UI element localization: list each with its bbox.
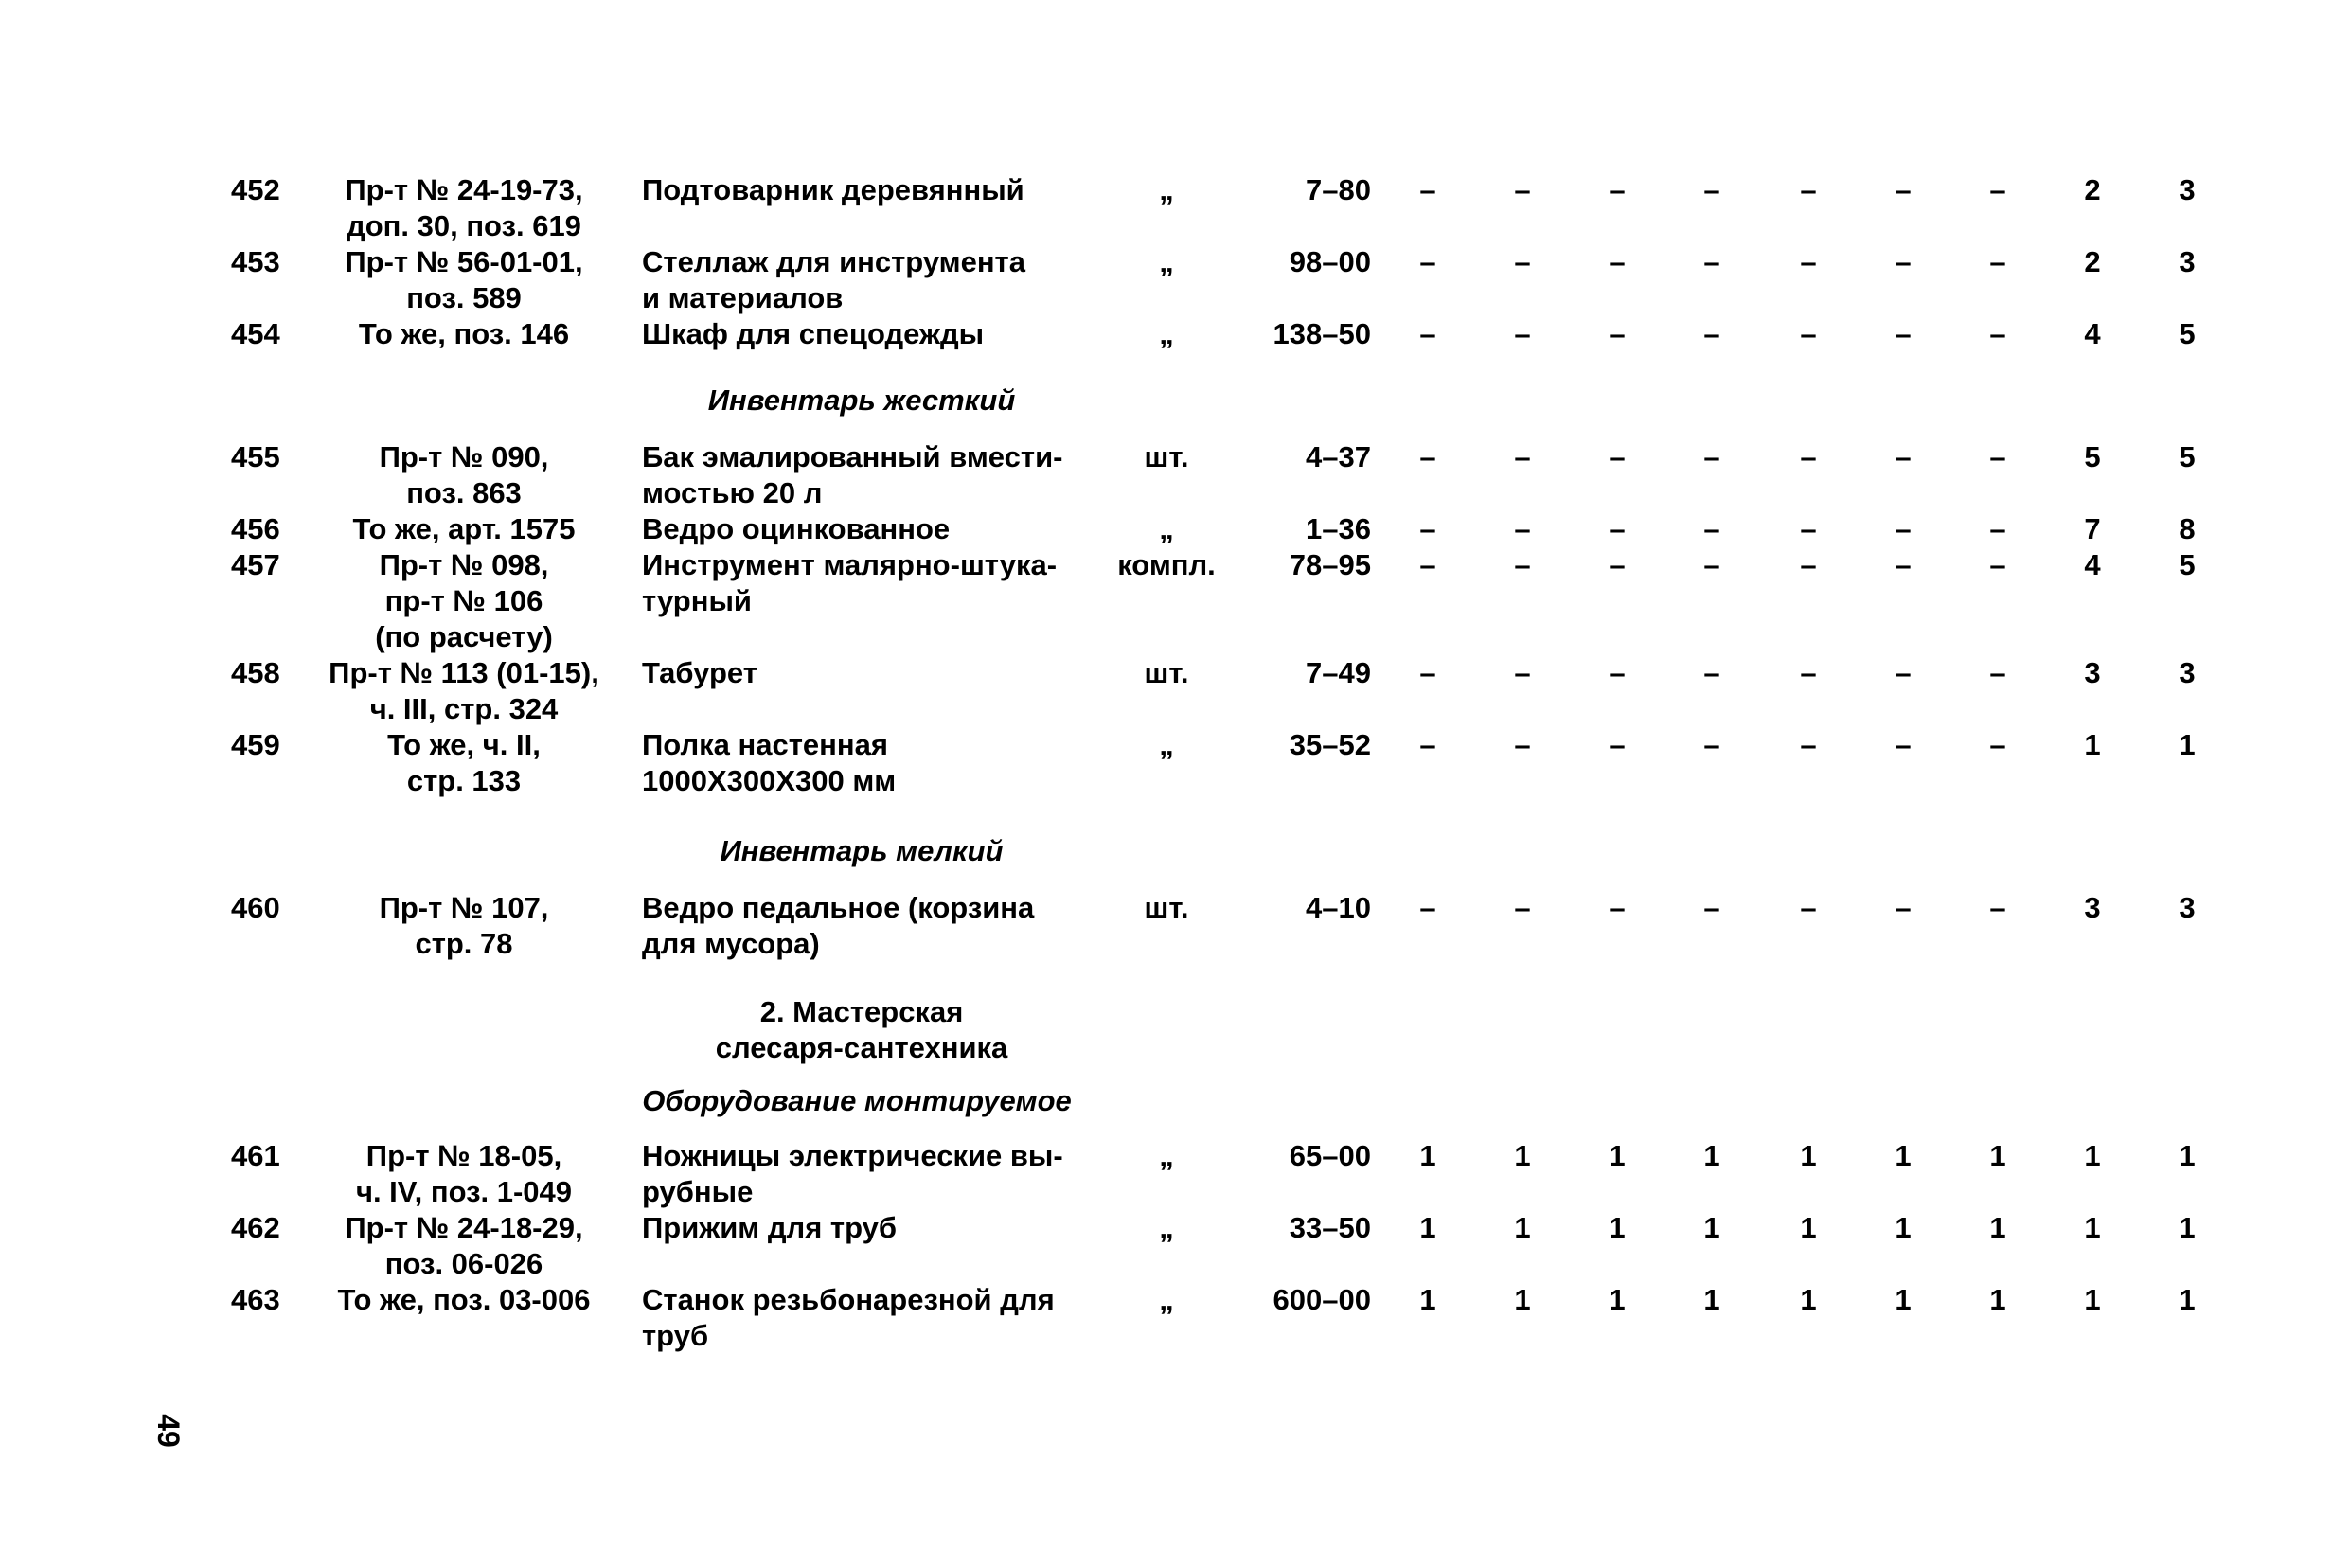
row-quantity-4: – [1703,548,1720,581]
row-quantity-1: – [1419,891,1436,924]
row-reference-line: поз. 589 [406,281,522,314]
row-price: 4–10 [1306,891,1371,924]
row-quantity-5: – [1800,173,1817,206]
row-quantity-1: 1 [1419,1211,1436,1244]
row-name-line: и материалов [642,281,844,314]
row-quantity-8: 3 [2084,656,2101,689]
row-quantity-4: – [1703,728,1720,761]
row-price: 78–95 [1289,548,1371,581]
row-quantity-8: 7 [2084,512,2101,545]
row-unit: „ [1159,245,1174,278]
row-quantity-6: 1 [1895,1139,1912,1172]
row-unit: „ [1159,1283,1174,1316]
row-unit: „ [1159,317,1174,350]
row-number: 459 [231,728,280,761]
row-price: 1–36 [1306,512,1371,545]
row-reference-line: Пр-т № 113 (01-15), [329,656,599,689]
row-name-line: 1000X300X300 мм [642,764,897,797]
row-number: 455 [231,440,280,473]
row-name-line: труб [642,1319,709,1352]
heading-inventory-small: Инвентарь мелкий [720,834,1004,867]
row-reference-line: То же, поз. 146 [358,317,570,350]
row-unit: „ [1159,1211,1174,1244]
row-reference-line: пр-т № 106 [384,584,543,617]
row-quantity-1: 1 [1419,1139,1436,1172]
row-reference-line: Пр-т № 24-18-29, [345,1211,583,1244]
row-reference-line: Пр-т № 090, [379,440,549,473]
row-price: 4–37 [1306,440,1371,473]
row-quantity-3: – [1609,891,1626,924]
row-quantity-9: 3 [2179,891,2196,924]
row-number: 457 [231,548,280,581]
row-quantity-6: – [1895,173,1912,206]
row-unit: „ [1159,728,1174,761]
row-quantity-8: 4 [2084,317,2101,350]
row-quantity-4: – [1703,656,1720,689]
row-name-line: турный [642,584,752,617]
row-quantity-3: – [1609,656,1626,689]
row-reference-line: То же, поз. 03-006 [337,1283,591,1316]
row-quantity-6: – [1895,512,1912,545]
row-quantity-9: 1 [2179,1139,2196,1172]
row-quantity-4: – [1703,245,1720,278]
row-quantity-4: – [1703,440,1720,473]
row-reference-line: Пр-т № 56-01-01, [345,245,583,278]
row-quantity-1: – [1419,317,1436,350]
row-unit: „ [1159,173,1174,206]
row-quantity-7: – [1989,245,2006,278]
row-reference-line: То же, ч. II, [387,728,541,761]
row-quantity-2: 1 [1514,1139,1531,1172]
row-number: 452 [231,173,280,206]
row-name-line: Стеллаж для инструмента [642,245,1025,278]
row-quantity-3: – [1609,548,1626,581]
row-number: 462 [231,1211,280,1244]
row-quantity-2: – [1514,173,1531,206]
row-reference-line: Пр-т № 098, [379,548,549,581]
row-quantity-8: 2 [2084,245,2101,278]
row-quantity-7: – [1989,728,2006,761]
row-quantity-9: 1 [2179,728,2196,761]
row-quantity-9: 1 [2179,1211,2196,1244]
row-name-line: для мусора) [642,927,820,960]
section-title-line-1: 2. Мастерская [759,995,964,1028]
row-quantity-5: 1 [1800,1211,1817,1244]
row-quantity-9: 5 [2179,440,2196,473]
row-quantity-2: – [1514,728,1531,761]
row-quantity-9: 5 [2179,317,2196,350]
row-quantity-1: – [1419,548,1436,581]
row-name-line: Прижим для труб [642,1211,898,1244]
row-quantity-7: – [1989,891,2006,924]
row-quantity-7: – [1989,512,2006,545]
row-quantity-1: – [1419,512,1436,545]
row-price: 138–50 [1273,317,1371,350]
row-reference-line: ч. IV, поз. 1-049 [355,1175,573,1208]
row-quantity-6: – [1895,548,1912,581]
row-reference-line: То же, арт. 1575 [352,512,576,545]
row-price: 65–00 [1289,1139,1371,1172]
row-quantity-6: – [1895,891,1912,924]
row-quantity-4: 1 [1703,1139,1720,1172]
row-price: 7–49 [1306,656,1371,689]
row-unit: шт. [1144,891,1189,924]
row-quantity-4: – [1703,891,1720,924]
row-quantity-7: – [1989,317,2006,350]
row-number: 460 [231,891,280,924]
row-quantity-8: 3 [2084,891,2101,924]
row-price: 7–80 [1306,173,1371,206]
row-quantity-7: – [1989,656,2006,689]
row-quantity-2: – [1514,440,1531,473]
row-unit: „ [1159,1139,1174,1172]
row-quantity-1: 1 [1419,1283,1436,1316]
row-quantity-9: 3 [2179,173,2196,206]
row-name-line: Станок резьбонарезной для [642,1283,1055,1316]
row-reference-line: доп. 30, поз. 619 [347,209,581,242]
row-reference-line: ч. III, стр. 324 [369,692,559,725]
heading-equipment-mounted: Оборудование монтируемое [642,1084,1072,1117]
row-quantity-7: – [1989,548,2006,581]
row-quantity-1: – [1419,656,1436,689]
section-title-line-2: слесаря-сантехника [715,1031,1008,1064]
row-quantity-6: 1 [1895,1283,1912,1316]
row-quantity-3: – [1609,728,1626,761]
row-quantity-5: – [1800,548,1817,581]
row-name-line: Ведро педальное (корзина [642,891,1035,924]
row-unit: компл. [1117,548,1216,581]
row-quantity-2: 1 [1514,1211,1531,1244]
row-name-line: Полка настенная [642,728,888,761]
row-unit: шт. [1144,656,1189,689]
row-price: 98–00 [1289,245,1371,278]
row-quantity-5: – [1800,440,1817,473]
page-number: 49 [151,1414,186,1448]
row-name-line: Табурет [642,656,757,689]
row-quantity-7: 1 [1989,1283,2006,1316]
row-reference-line: Пр-т № 107, [379,891,549,924]
row-price: 33–50 [1289,1211,1371,1244]
row-quantity-9: 3 [2179,656,2196,689]
row-reference-line: стр. 133 [406,764,522,797]
row-quantity-5: – [1800,656,1817,689]
row-reference-line: Пр-т № 18-05, [365,1139,562,1172]
row-quantity-8: 2 [2084,173,2101,206]
row-quantity-6: – [1895,728,1912,761]
row-quantity-2: – [1514,891,1531,924]
row-quantity-1: – [1419,728,1436,761]
row-quantity-2: 1 [1514,1283,1531,1316]
row-quantity-1: – [1419,173,1436,206]
row-quantity-2: – [1514,512,1531,545]
row-quantity-5: – [1800,512,1817,545]
row-number: 454 [231,317,280,350]
row-reference-line: (по расчету) [375,620,553,653]
row-quantity-6: – [1895,656,1912,689]
row-quantity-1: – [1419,440,1436,473]
row-name-line: Шкаф для спецодежды [642,317,985,350]
row-quantity-2: – [1514,656,1531,689]
row-quantity-6: – [1895,245,1912,278]
row-quantity-8: 1 [2084,1211,2101,1244]
row-quantity-1: – [1419,245,1436,278]
row-reference-line: поз. 863 [406,476,522,509]
row-number: 456 [231,512,280,545]
heading-inventory-rigid: Инвентарь жесткий [707,383,1016,417]
row-quantity-7: 1 [1989,1139,2006,1172]
row-reference-line: стр. 78 [415,927,513,960]
row-quantity-7: – [1989,440,2006,473]
row-price: 600–00 [1273,1283,1371,1316]
row-name-line: Подтоварник деревянный [642,173,1024,206]
row-quantity-3: – [1609,440,1626,473]
row-reference-line: Пр-т № 24-19-73, [345,173,583,206]
row-quantity-3: – [1609,317,1626,350]
row-quantity-3: – [1609,245,1626,278]
row-reference-line: поз. 06-026 [384,1247,543,1280]
row-quantity-7: 1 [1989,1211,2006,1244]
row-name-line: Бак эмалированный вмести- [642,440,1063,473]
row-name-line: Ножницы электрические вы- [642,1139,1063,1172]
row-quantity-4: – [1703,512,1720,545]
row-quantity-2: – [1514,317,1531,350]
row-quantity-9: 5 [2179,548,2196,581]
row-name-line: Ведро оцинкованное [642,512,951,545]
row-name-line: рубные [642,1175,754,1208]
row-quantity-7: – [1989,173,2006,206]
row-quantity-6: – [1895,440,1912,473]
row-number: 461 [231,1139,280,1172]
row-quantity-5: – [1800,891,1817,924]
row-quantity-3: 1 [1609,1283,1626,1316]
row-quantity-3: 1 [1609,1139,1626,1172]
row-unit: шт. [1144,440,1189,473]
row-quantity-3: – [1609,173,1626,206]
row-quantity-4: 1 [1703,1283,1720,1316]
row-quantity-6: 1 [1895,1211,1912,1244]
row-quantity-8: 1 [2084,1283,2101,1316]
row-quantity-9: 3 [2179,245,2196,278]
row-quantity-9: 8 [2179,512,2196,545]
row-quantity-5: – [1800,245,1817,278]
row-quantity-8: 1 [2084,1139,2101,1172]
row-quantity-5: 1 [1800,1283,1817,1316]
row-quantity-8: 1 [2084,728,2101,761]
row-quantity-4: – [1703,173,1720,206]
row-quantity-5: – [1800,317,1817,350]
row-quantity-8: 5 [2084,440,2101,473]
row-quantity-8: 4 [2084,548,2101,581]
row-quantity-6: – [1895,317,1912,350]
row-quantity-4: 1 [1703,1211,1720,1244]
row-name-line: мостью 20 л [642,476,823,509]
row-quantity-3: – [1609,512,1626,545]
row-quantity-5: – [1800,728,1817,761]
row-quantity-4: – [1703,317,1720,350]
row-quantity-9: 1 [2179,1283,2196,1316]
row-number: 453 [231,245,280,278]
row-unit: „ [1159,512,1174,545]
row-price: 35–52 [1289,728,1371,761]
row-number: 458 [231,656,280,689]
row-name-line: Инструмент малярно-штука- [642,548,1058,581]
row-quantity-2: – [1514,245,1531,278]
row-quantity-5: 1 [1800,1139,1817,1172]
row-quantity-3: 1 [1609,1211,1626,1244]
row-quantity-2: – [1514,548,1531,581]
row-number: 463 [231,1283,280,1316]
